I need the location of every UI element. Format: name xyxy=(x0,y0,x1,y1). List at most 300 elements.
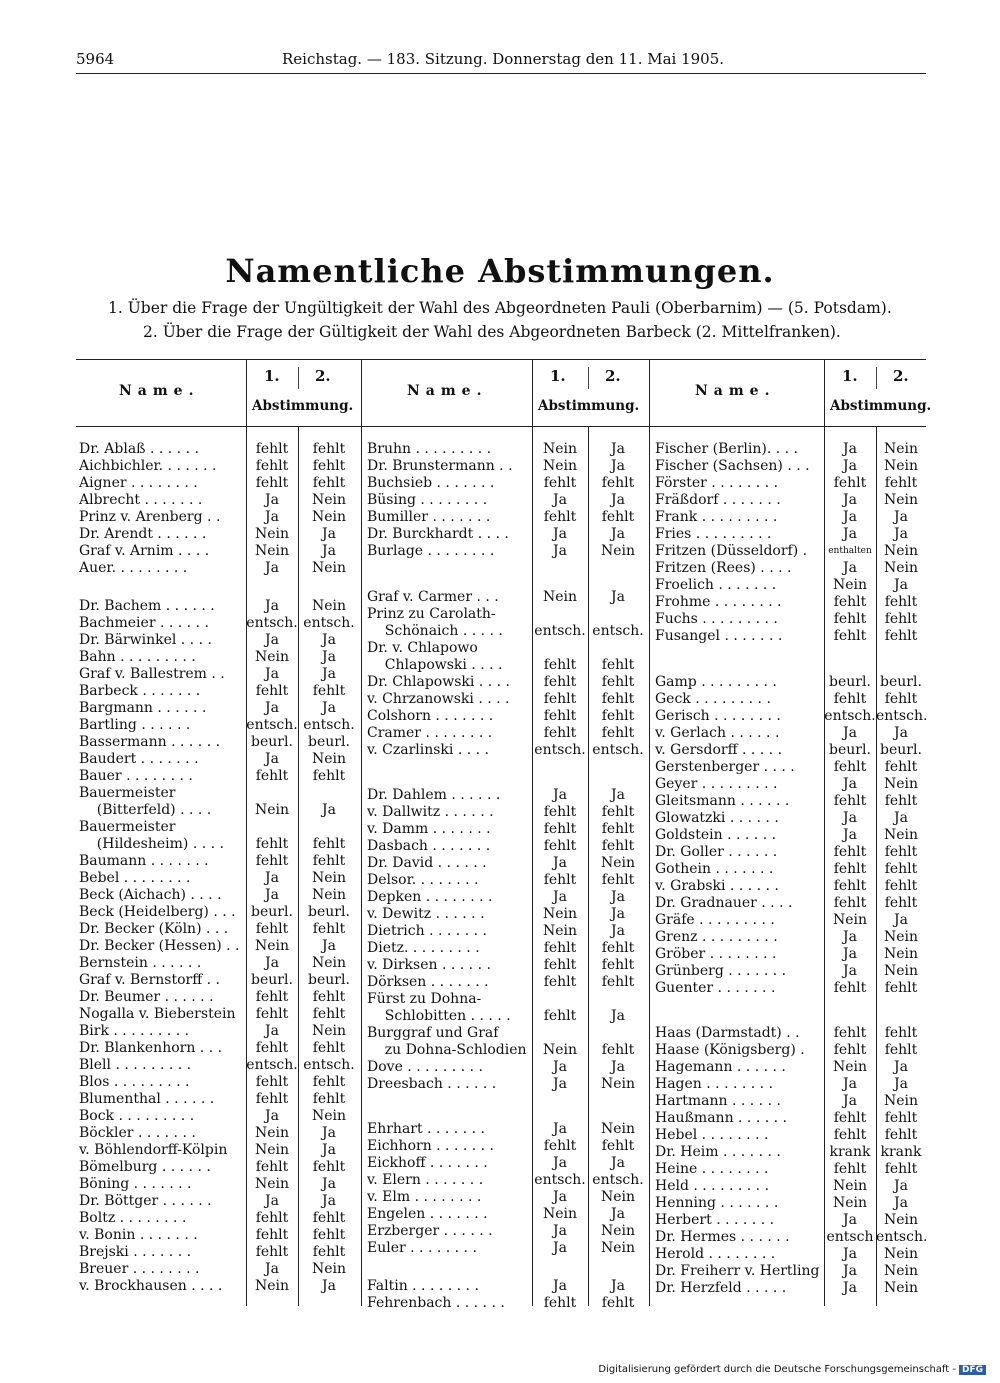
vote-2-value: entsch. xyxy=(303,717,355,733)
member-name: Colshorn . . . . . . . xyxy=(367,708,494,724)
vote-2-value: Nein xyxy=(600,855,636,871)
vote-2-value: Ja xyxy=(611,441,625,457)
vote-1-value: fehlt xyxy=(543,1295,577,1311)
vote-1-value: Nein xyxy=(254,938,290,954)
vote-1-value: fehlt xyxy=(255,989,289,1005)
vote-1-value: Ja xyxy=(553,787,567,803)
vote-2-value: Nein xyxy=(883,441,919,457)
table-row xyxy=(367,1042,648,1059)
member-name: Fischer (Sachsen) . . . xyxy=(655,458,810,474)
member-name: Haas (Darmstadt) . . xyxy=(655,1025,800,1041)
table-row xyxy=(367,623,648,640)
member-name: Gräfe . . . . . . . . . xyxy=(655,912,775,928)
table-row xyxy=(79,1176,360,1193)
vote-1-value: Ja xyxy=(265,560,279,576)
member-name: Breuer . . . . . . . . xyxy=(79,1261,200,1277)
table-row xyxy=(79,560,360,577)
table-row xyxy=(655,963,926,980)
vote-2-value: Nein xyxy=(600,1189,636,1205)
vote-1-value: Nein xyxy=(542,923,578,939)
table-row xyxy=(79,734,360,751)
vote-2-value: Nein xyxy=(883,560,919,576)
table-row xyxy=(367,509,648,526)
vote-2-value: Nein xyxy=(883,1280,919,1296)
table-row xyxy=(655,441,926,458)
member-name: v. Damm . . . . . . . xyxy=(367,821,491,837)
member-name: Ehrhart . . . . . . . xyxy=(367,1121,485,1137)
vote-2-value: fehlt xyxy=(884,611,918,627)
header-rule xyxy=(76,73,926,74)
vote-2-value: fehlt xyxy=(601,1138,635,1154)
table-row xyxy=(367,906,648,923)
vote-1-value: Ja xyxy=(843,810,857,826)
table-row xyxy=(655,742,926,759)
vote-1-value: fehlt xyxy=(255,853,289,869)
member-name: Bargmann . . . . . . xyxy=(79,700,207,716)
table-row xyxy=(655,1110,926,1127)
vote-2-value: Ja xyxy=(894,526,908,542)
member-name: (Bitterfeld) . . . . xyxy=(79,802,212,818)
vote-2-value: fehlt xyxy=(601,940,635,956)
vote-1-value: fehlt xyxy=(833,628,867,644)
vote-2-value: Ja xyxy=(611,1155,625,1171)
running-header xyxy=(76,50,926,72)
member-name: Dr. Ablaß . . . . . . xyxy=(79,441,199,457)
member-name: Gerisch . . . . . . . . xyxy=(655,708,781,724)
vote-2-value: entsch. xyxy=(303,1057,355,1073)
vote-2-value: Nein xyxy=(883,458,919,474)
vote-2-value: Ja xyxy=(322,938,336,954)
table-row xyxy=(79,870,360,887)
table-row xyxy=(367,974,648,991)
table-row xyxy=(367,957,648,974)
table-row xyxy=(79,1227,360,1244)
member-name: Prinz v. Arenberg . . xyxy=(79,509,221,525)
vote-label-header: Abstimmung. xyxy=(830,398,932,414)
member-name: Graf v. Bernstorff . . xyxy=(79,972,220,988)
vote-2-value: Nein xyxy=(883,963,919,979)
vote-1-value: Nein xyxy=(254,1278,290,1294)
vote-2-value: entsch. xyxy=(303,615,355,631)
vote-2-value: Ja xyxy=(322,649,336,665)
vote-1-value: Ja xyxy=(553,889,567,905)
member-name: v. Czarlinski . . . . xyxy=(367,742,489,758)
table-row xyxy=(367,1138,648,1155)
vote-1-value: fehlt xyxy=(543,657,577,673)
table-row xyxy=(655,577,926,594)
vote-2-value: Nein xyxy=(311,598,347,614)
vote-2-value: fehlt xyxy=(312,768,346,784)
member-name: Dietz. . . . . . . . . xyxy=(367,940,480,956)
vote-1-value: fehlt xyxy=(255,1244,289,1260)
vote-2-value: fehlt xyxy=(312,836,346,852)
vote-2-value: fehlt xyxy=(884,691,918,707)
vote-2-value: Ja xyxy=(894,1059,908,1075)
table-row xyxy=(367,991,648,1008)
table-row xyxy=(367,1189,648,1206)
vote-1-value: Ja xyxy=(553,1189,567,1205)
vote-2-value: Nein xyxy=(311,1261,347,1277)
vote-2-value: fehlt xyxy=(884,878,918,894)
vote-2-value: Ja xyxy=(322,1125,336,1141)
member-name: Boltz . . . . . . . . xyxy=(79,1210,187,1226)
table-row xyxy=(79,683,360,700)
member-name: Delsor. . . . . . . . xyxy=(367,872,479,888)
vote-1-value: Ja xyxy=(843,441,857,457)
member-name: Herold . . . . . . . . xyxy=(655,1246,776,1262)
member-name: Dr. Goller . . . . . . xyxy=(655,844,778,860)
member-name: Gamp . . . . . . . . . xyxy=(655,674,777,690)
vote-2-value: entsch. xyxy=(592,742,644,758)
table-row xyxy=(655,895,926,912)
table-row xyxy=(655,1093,926,1110)
vote-2-value: fehlt xyxy=(884,1110,918,1126)
question-2: 2. Über die Frage der Gültigkeit der Wahl des Abgeordneten Barbeck (2. Mittelfranken). xyxy=(143,323,841,341)
table-row xyxy=(655,878,926,895)
vote-2-value: fehlt xyxy=(884,1025,918,1041)
member-name: Euler . . . . . . . . xyxy=(367,1240,477,1256)
table-row xyxy=(655,509,926,526)
vote-1-value: entsch. xyxy=(534,742,586,758)
vote-2-value: Nein xyxy=(600,1240,636,1256)
table-row xyxy=(367,691,648,708)
vote-1-value: fehlt xyxy=(255,768,289,784)
vote-2-value: Nein xyxy=(883,1246,919,1262)
table-row xyxy=(367,589,648,606)
table-row xyxy=(655,708,926,725)
vote-1-value: Ja xyxy=(553,1278,567,1294)
vote-1-value: Ja xyxy=(265,751,279,767)
vote-2-value: Ja xyxy=(322,632,336,648)
table-row xyxy=(79,887,360,904)
vote-1-value: Nein xyxy=(542,1042,578,1058)
table-row xyxy=(79,526,360,543)
vote-2-value: fehlt xyxy=(312,1074,346,1090)
vote-2-value: beurl. xyxy=(880,674,922,690)
member-name: zu Dohna-Schlodien xyxy=(367,1042,527,1058)
member-name: v. Dewitz . . . . . . xyxy=(367,906,485,922)
vote-2-value: fehlt xyxy=(884,861,918,877)
vote-1-value: Ja xyxy=(843,1263,857,1279)
table-row xyxy=(655,1195,926,1212)
vote-2-header: 2. xyxy=(605,367,621,385)
member-name: Frank . . . . . . . . . xyxy=(655,509,778,525)
member-name: Guenter . . . . . . . xyxy=(655,980,776,996)
member-name: Bernstein . . . . . . xyxy=(79,955,202,971)
vote-1-value: Ja xyxy=(553,1059,567,1075)
vote-2-value: Nein xyxy=(311,751,347,767)
vote-2-value: fehlt xyxy=(312,683,346,699)
vote-1-value: fehlt xyxy=(255,1210,289,1226)
vote-2-value: entsch. xyxy=(592,1172,644,1188)
vote-1-value: fehlt xyxy=(833,1042,867,1058)
member-name: Auer. . . . . . . . . xyxy=(79,560,188,576)
vote-1-value: Ja xyxy=(843,963,857,979)
member-name: Dr. v. Chlapowo xyxy=(367,640,478,656)
vote-2-value: Ja xyxy=(611,1008,625,1024)
member-name: Graf v. Carmer . . . xyxy=(367,589,499,605)
vote-1-value: fehlt xyxy=(833,759,867,775)
table-row xyxy=(367,787,648,804)
vote-1-value: Nein xyxy=(832,912,868,928)
member-name: Bauer . . . . . . . . xyxy=(79,768,193,784)
vote-1-value: Ja xyxy=(265,1108,279,1124)
table-row xyxy=(367,458,648,475)
vote-2-value: Ja xyxy=(894,1195,908,1211)
vote-1-value: Nein xyxy=(254,543,290,559)
vote-1-value: Ja xyxy=(843,1093,857,1109)
table-row xyxy=(367,838,648,855)
table-row xyxy=(655,628,926,645)
vote-2-value: Nein xyxy=(883,776,919,792)
table-row xyxy=(655,725,926,742)
vote-2-value: fehlt xyxy=(884,1161,918,1177)
dfg-logo: DFG xyxy=(959,1365,986,1375)
vote-2-value: fehlt xyxy=(884,1042,918,1058)
vote-1-value: fehlt xyxy=(833,793,867,809)
vote-2-value: Ja xyxy=(611,526,625,542)
table-row xyxy=(367,1121,648,1138)
vote-1-value: entsch. xyxy=(246,717,298,733)
member-name: Graf v. Arnim . . . . xyxy=(79,543,210,559)
vote-1-value: Ja xyxy=(265,870,279,886)
vote-1-value: fehlt xyxy=(833,895,867,911)
table-row xyxy=(79,717,360,734)
vote-2-value: Nein xyxy=(600,1121,636,1137)
table-row xyxy=(367,940,648,957)
vote-number-divider xyxy=(588,367,589,389)
member-name: Bebel . . . . . . . . xyxy=(79,870,191,886)
member-name: Bahn . . . . . . . . . xyxy=(79,649,196,665)
member-name: Goldstein . . . . . . xyxy=(655,827,777,843)
vote-2-value: Ja xyxy=(894,1178,908,1194)
table-row xyxy=(367,492,648,509)
member-name: Heine . . . . . . . . xyxy=(655,1161,769,1177)
member-name: Dr. Becker (Köln) . . . xyxy=(79,921,229,937)
table-row xyxy=(655,810,926,827)
vote-1-value: Ja xyxy=(553,1155,567,1171)
vote-1-value: fehlt xyxy=(833,844,867,860)
vote-label-header: Abstimmung. xyxy=(538,398,640,414)
member-name: Bachmeier . . . . . . xyxy=(79,615,209,631)
vote-1-value: fehlt xyxy=(255,683,289,699)
vote-1-value: fehlt xyxy=(543,957,577,973)
member-name: Dietrich . . . . . . . xyxy=(367,923,487,939)
vote-1-value: Nein xyxy=(542,441,578,457)
vote-1-value: Ja xyxy=(553,1076,567,1092)
table-row xyxy=(367,889,648,906)
vote-1-value: entsch. xyxy=(534,623,586,639)
table-row xyxy=(655,1246,926,1263)
vote-1-value: Ja xyxy=(843,509,857,525)
member-name: Bock . . . . . . . . . xyxy=(79,1108,195,1124)
vote-number-divider xyxy=(298,367,299,389)
member-name: v. Gerlach . . . . . . xyxy=(655,725,780,741)
table-row xyxy=(655,861,926,878)
vote-2-value: Ja xyxy=(894,509,908,525)
member-name: Depken . . . . . . . . xyxy=(367,889,493,905)
member-name: Dr. Böttger . . . . . . xyxy=(79,1193,212,1209)
member-name: Bauermeister xyxy=(79,819,176,835)
member-name: Dr. Burckhardt . . . . xyxy=(367,526,509,542)
vote-2-value: fehlt xyxy=(312,1040,346,1056)
vote-1-value: Ja xyxy=(265,492,279,508)
table-row xyxy=(367,640,648,657)
table-row xyxy=(79,543,360,560)
table-row xyxy=(367,872,648,889)
member-name: Dr. Bachem . . . . . . xyxy=(79,598,215,614)
vote-2-value: fehlt xyxy=(601,475,635,491)
table-top-rule xyxy=(76,359,926,360)
member-name: Fritzen (Düsseldorf) . xyxy=(655,543,808,559)
vote-2-value: Nein xyxy=(883,827,919,843)
vote-2-value: fehlt xyxy=(312,853,346,869)
table-row xyxy=(367,475,648,492)
table-row xyxy=(655,776,926,793)
vote-1-value: Nein xyxy=(832,1059,868,1075)
vote-2-value: Nein xyxy=(600,543,636,559)
member-name: Büsing . . . . . . . . xyxy=(367,492,488,508)
vote-1-value: beurl. xyxy=(251,734,293,750)
table-row xyxy=(79,853,360,870)
vote-2-value: Ja xyxy=(894,912,908,928)
vote-1-value: fehlt xyxy=(833,475,867,491)
table-row xyxy=(655,912,926,929)
table-row xyxy=(655,946,926,963)
vote-2-value: beurl. xyxy=(308,904,350,920)
table-row xyxy=(79,904,360,921)
vote-number-divider xyxy=(876,367,877,389)
member-name: Beck (Heidelberg) . . . xyxy=(79,904,236,920)
vote-1-value: Ja xyxy=(265,955,279,971)
vote-1-value: fehlt xyxy=(255,1006,289,1022)
member-name: Bauermeister xyxy=(79,785,176,801)
vote-1-value: Nein xyxy=(254,1142,290,1158)
member-name: Prinz zu Carolath- xyxy=(367,606,496,622)
vote-1-value: Ja xyxy=(265,666,279,682)
table-row xyxy=(79,1057,360,1074)
vote-1-value: Ja xyxy=(553,526,567,542)
vote-2-value: beurl. xyxy=(880,742,922,758)
vote-2-value: Ja xyxy=(611,589,625,605)
vote-2-value: Nein xyxy=(883,929,919,945)
vote-2-value: Ja xyxy=(894,725,908,741)
vote-1-value: Ja xyxy=(843,1246,857,1262)
vote-1-value: entsch. xyxy=(534,1172,586,1188)
vote-1-value: Ja xyxy=(843,1212,857,1228)
vote-1-value: Ja xyxy=(553,543,567,559)
vote-1-value: Ja xyxy=(843,725,857,741)
vote-2-value: fehlt xyxy=(312,921,346,937)
vote-2-value: fehlt xyxy=(884,594,918,610)
table-row xyxy=(655,844,926,861)
member-name: Aigner . . . . . . . . xyxy=(79,475,198,491)
vote-2-value: beurl. xyxy=(308,734,350,750)
member-name: Geck . . . . . . . . . xyxy=(655,691,771,707)
table-row xyxy=(655,1042,926,1059)
member-name: v. Grabski . . . . . . xyxy=(655,878,779,894)
vote-2-value: Ja xyxy=(894,1076,908,1092)
vote-2-value: fehlt xyxy=(601,821,635,837)
member-name: Fries . . . . . . . . . xyxy=(655,526,772,542)
table-row xyxy=(79,819,360,836)
table-row xyxy=(367,1059,648,1076)
vote-1-value: beurl. xyxy=(829,742,871,758)
vote-1-value: fehlt xyxy=(543,804,577,820)
vote-2-value: Ja xyxy=(611,923,625,939)
table-row xyxy=(79,1278,360,1295)
table-row xyxy=(367,1295,648,1312)
member-name: Hartmann . . . . . . xyxy=(655,1093,781,1109)
running-title: Reichstag. — 183. Sitzung. Donnerstag den 11. Mai 1905. xyxy=(282,50,725,68)
member-name: Geyer . . . . . . . . . xyxy=(655,776,778,792)
member-name: Fischer (Berlin). . . . xyxy=(655,441,798,457)
table-row xyxy=(79,1159,360,1176)
vote-2-value: fehlt xyxy=(312,1006,346,1022)
member-name: Held . . . . . . . . . xyxy=(655,1178,770,1194)
vote-1-value: fehlt xyxy=(833,594,867,610)
member-name: Fehrenbach . . . . . . xyxy=(367,1295,505,1311)
member-name: Fürst zu Dohna- xyxy=(367,991,482,1007)
table-row xyxy=(367,725,648,742)
table-row xyxy=(655,1263,926,1280)
table-row xyxy=(655,1280,926,1297)
vote-1-value: fehlt xyxy=(543,974,577,990)
vote-1-value: fehlt xyxy=(543,1138,577,1154)
vote-2-value: Ja xyxy=(611,906,625,922)
vote-1-value: fehlt xyxy=(255,1227,289,1243)
member-name: v. Brockhausen . . . . xyxy=(79,1278,223,1294)
vote-1-value: beurl. xyxy=(251,972,293,988)
vote-2-value: fehlt xyxy=(884,475,918,491)
table-row xyxy=(367,821,648,838)
member-name: v. Elern . . . . . . . xyxy=(367,1172,484,1188)
member-name: Albrecht . . . . . . . xyxy=(79,492,203,508)
member-name: Dr. Freiherr v. Hertling xyxy=(655,1263,820,1279)
member-name: Barbeck . . . . . . . xyxy=(79,683,201,699)
vote-2-value: Ja xyxy=(611,1278,625,1294)
member-name: Bruhn . . . . . . . . . xyxy=(367,441,492,457)
member-name: Haußmann . . . . . . xyxy=(655,1110,787,1126)
member-name: Dr. Hermes . . . . . . xyxy=(655,1229,790,1245)
vote-1-value: Ja xyxy=(843,526,857,542)
vote-2-value: fehlt xyxy=(601,657,635,673)
table-row xyxy=(79,1244,360,1261)
table-row xyxy=(367,526,648,543)
vote-2-value: Ja xyxy=(611,458,625,474)
table-row xyxy=(367,1223,648,1240)
vote-2-value: entsch. xyxy=(592,623,644,639)
vote-1-value: fehlt xyxy=(255,1159,289,1175)
vote-1-value: fehlt xyxy=(543,838,577,854)
vote-2-value: Ja xyxy=(322,543,336,559)
member-name: v. Dallwitz . . . . . . xyxy=(367,804,494,820)
vote-1-value: Ja xyxy=(265,700,279,716)
table-row xyxy=(367,708,648,725)
vote-1-value: Ja xyxy=(843,1076,857,1092)
table-row xyxy=(79,751,360,768)
vote-1-value: fehlt xyxy=(543,674,577,690)
member-name: Cramer . . . . . . . . xyxy=(367,725,493,741)
member-name: Böning . . . . . . . xyxy=(79,1176,192,1192)
member-name: Fuchs . . . . . . . . . xyxy=(655,611,778,627)
member-name: Hagen . . . . . . . . xyxy=(655,1076,774,1092)
vote-2-value: Nein xyxy=(883,1212,919,1228)
member-name: Baudert . . . . . . . xyxy=(79,751,199,767)
vote-1-value: Ja xyxy=(265,1023,279,1039)
vote-2-value: fehlt xyxy=(312,475,346,491)
vote-1-value: fehlt xyxy=(255,458,289,474)
